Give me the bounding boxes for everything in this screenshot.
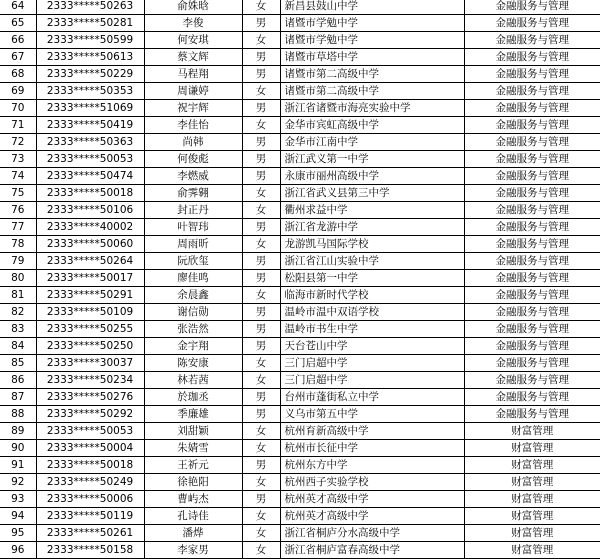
major-name-cell: 金融服务与管理	[464, 32, 600, 49]
school-name-cell: 浙江省桐庐分水高级中学	[280, 525, 464, 542]
exam-id-cell: 2333*****50106	[36, 202, 144, 219]
exam-id-cell: 2333*****50004	[36, 440, 144, 457]
row-number-cell: 96	[0, 542, 36, 559]
exam-id-cell: 2333*****50250	[36, 338, 144, 355]
student-name-cell: 尚韩	[144, 134, 242, 151]
row-number-cell: 65	[0, 15, 36, 32]
table-row	[0, 83, 600, 100]
gender-cell: 女	[242, 423, 280, 440]
exam-id-cell: 2333*****50599	[36, 32, 144, 49]
row-number-cell: 86	[0, 372, 36, 389]
exam-id-cell: 2333*****50291	[36, 287, 144, 304]
school-name-cell: 杭州市长征中学	[280, 440, 464, 457]
major-name-cell: 金融服务与管理	[464, 117, 600, 134]
school-name-cell: 台州市蓬街私立中学	[280, 389, 464, 406]
row-number-cell: 94	[0, 508, 36, 525]
row-number-cell: 88	[0, 406, 36, 423]
gender-cell: 男	[242, 406, 280, 423]
exam-id-cell: 2333*****50474	[36, 168, 144, 185]
student-name-cell: 季廉雄	[144, 406, 242, 423]
gender-cell: 女	[242, 185, 280, 202]
major-name-cell: 金融服务与管理	[464, 253, 600, 270]
table-row	[0, 406, 600, 423]
student-name-cell: 李佳怡	[144, 117, 242, 134]
gender-cell: 女	[242, 202, 280, 219]
exam-id-cell: 2333*****50053	[36, 151, 144, 168]
row-number-cell: 70	[0, 100, 36, 117]
gender-cell: 男	[242, 389, 280, 406]
major-name-cell: 金融服务与管理	[464, 49, 600, 66]
major-name-cell: 金融服务与管理	[464, 219, 600, 236]
row-number-cell: 71	[0, 117, 36, 134]
school-name-cell: 新昌县鼓山中学	[280, 0, 464, 15]
row-number-cell: 81	[0, 287, 36, 304]
school-name-cell: 金华市江南中学	[280, 134, 464, 151]
exam-id-cell: 2333*****50264	[36, 253, 144, 270]
table-row	[0, 355, 600, 372]
school-name-cell: 诸暨市草塔中学	[280, 49, 464, 66]
table-row	[0, 253, 600, 270]
table-row	[0, 15, 600, 32]
row-number-cell: 64	[0, 0, 36, 15]
gender-cell: 男	[242, 100, 280, 117]
student-name-cell: 张浩然	[144, 321, 242, 338]
student-name-cell: 封正丹	[144, 202, 242, 219]
student-name-cell: 陈安康	[144, 355, 242, 372]
student-name-cell: 李燃威	[144, 168, 242, 185]
major-name-cell: 金融服务与管理	[464, 100, 600, 117]
table-row	[0, 389, 600, 406]
table-row	[0, 423, 600, 440]
table-row	[0, 287, 600, 304]
gender-cell: 女	[242, 525, 280, 542]
exam-id-cell: 2333*****50613	[36, 49, 144, 66]
student-name-cell: 廖佳鸣	[144, 270, 242, 287]
row-number-cell: 72	[0, 134, 36, 151]
gender-cell: 男	[242, 321, 280, 338]
major-name-cell: 金融服务与管理	[464, 338, 600, 355]
major-name-cell: 金融服务与管理	[464, 202, 600, 219]
major-name-cell: 金融服务与管理	[464, 389, 600, 406]
student-name-cell: 祝宇辉	[144, 100, 242, 117]
major-name-cell: 财富管理	[464, 525, 600, 542]
gender-cell: 女	[242, 83, 280, 100]
major-name-cell: 金融服务与管理	[464, 15, 600, 32]
exam-id-cell: 2333*****50261	[36, 525, 144, 542]
table-row	[0, 321, 600, 338]
gender-cell: 女	[242, 236, 280, 253]
exam-id-cell: 2333*****50017	[36, 270, 144, 287]
gender-cell: 女	[242, 508, 280, 525]
school-name-cell: 杭州育新高级中学	[280, 423, 464, 440]
gender-cell: 男	[242, 253, 280, 270]
exam-id-cell: 2333*****51069	[36, 100, 144, 117]
school-name-cell: 松阳县第一中学	[280, 270, 464, 287]
major-name-cell: 金融服务与管理	[464, 304, 600, 321]
table-row	[0, 100, 600, 117]
table-row	[0, 0, 600, 15]
student-name-cell: 朱婧雪	[144, 440, 242, 457]
row-number-cell: 66	[0, 32, 36, 49]
major-name-cell: 金融服务与管理	[464, 168, 600, 185]
row-number-cell: 93	[0, 491, 36, 508]
row-number-cell: 87	[0, 389, 36, 406]
table-row	[0, 168, 600, 185]
gender-cell: 男	[242, 304, 280, 321]
school-name-cell: 诸暨市学勉中学	[280, 32, 464, 49]
exam-id-cell: 2333*****50006	[36, 491, 144, 508]
table-row	[0, 151, 600, 168]
student-name-cell: 谢信勋	[144, 304, 242, 321]
row-number-cell: 83	[0, 321, 36, 338]
student-name-cell: 曹屿杰	[144, 491, 242, 508]
school-name-cell: 龙游凯马国际学校	[280, 236, 464, 253]
school-name-cell: 浙江省桐庐富春高级中学	[280, 542, 464, 559]
exam-id-cell: 2333*****50119	[36, 508, 144, 525]
school-name-cell: 浙江武义第一中学	[280, 151, 464, 168]
school-name-cell: 温岭市书生中学	[280, 321, 464, 338]
school-name-cell: 义乌市第五中学	[280, 406, 464, 423]
gender-cell: 女	[242, 32, 280, 49]
row-number-cell: 76	[0, 202, 36, 219]
major-name-cell: 金融服务与管理	[464, 287, 600, 304]
gender-cell: 男	[242, 219, 280, 236]
exam-id-cell: 2333*****50419	[36, 117, 144, 134]
table-row	[0, 66, 600, 83]
row-number-cell: 91	[0, 457, 36, 474]
table-row	[0, 440, 600, 457]
row-number-cell: 68	[0, 66, 36, 83]
student-name-cell: 孔诗佳	[144, 508, 242, 525]
exam-id-cell: 2333*****50060	[36, 236, 144, 253]
school-name-cell: 三门启超中学	[280, 372, 464, 389]
student-name-cell: 徐艳阳	[144, 474, 242, 491]
school-name-cell: 杭州英才高级中学	[280, 508, 464, 525]
major-name-cell: 金融服务与管理	[464, 83, 600, 100]
table-row	[0, 32, 600, 49]
table-row	[0, 542, 600, 559]
gender-cell: 女	[242, 372, 280, 389]
major-name-cell: 金融服务与管理	[464, 151, 600, 168]
row-number-cell: 78	[0, 236, 36, 253]
gender-cell: 女	[242, 0, 280, 15]
major-name-cell: 财富管理	[464, 474, 600, 491]
exam-id-cell: 2333*****50255	[36, 321, 144, 338]
row-number-cell: 79	[0, 253, 36, 270]
table-row	[0, 304, 600, 321]
gender-cell: 男	[242, 457, 280, 474]
school-name-cell: 杭州西子实验学校	[280, 474, 464, 491]
table-row	[0, 457, 600, 474]
major-name-cell: 金融服务与管理	[464, 66, 600, 83]
major-name-cell: 财富管理	[464, 440, 600, 457]
exam-id-cell: 2333*****50018	[36, 185, 144, 202]
exam-id-cell: 2333*****50249	[36, 474, 144, 491]
school-name-cell: 金华市宾虹高级中学	[280, 117, 464, 134]
school-name-cell: 临海市新时代学校	[280, 287, 464, 304]
row-number-cell: 77	[0, 219, 36, 236]
gender-cell: 男	[242, 491, 280, 508]
student-name-cell: 叶智玮	[144, 219, 242, 236]
gender-cell: 男	[242, 168, 280, 185]
gender-cell: 女	[242, 355, 280, 372]
student-name-cell: 周谦婷	[144, 83, 242, 100]
gender-cell: 男	[242, 15, 280, 32]
major-name-cell: 金融服务与管理	[464, 355, 600, 372]
student-name-cell: 刘甜颖	[144, 423, 242, 440]
student-name-cell: 潘烨	[144, 525, 242, 542]
exam-id-cell: 2333*****50229	[36, 66, 144, 83]
school-name-cell: 诸暨市第二高级中学	[280, 66, 464, 83]
gender-cell: 女	[242, 287, 280, 304]
major-name-cell: 财富管理	[464, 542, 600, 559]
student-name-cell: 余晨鑫	[144, 287, 242, 304]
row-number-cell: 95	[0, 525, 36, 542]
school-name-cell: 杭州英才高级中学	[280, 491, 464, 508]
row-number-cell: 89	[0, 423, 36, 440]
table-row	[0, 49, 600, 66]
major-name-cell: 财富管理	[464, 491, 600, 508]
row-number-cell: 75	[0, 185, 36, 202]
table-row	[0, 525, 600, 542]
table-row	[0, 508, 600, 525]
table-row	[0, 270, 600, 287]
gender-cell: 女	[242, 474, 280, 491]
table-row	[0, 219, 600, 236]
school-name-cell: 三门启超中学	[280, 355, 464, 372]
row-number-cell: 84	[0, 338, 36, 355]
table-row	[0, 202, 600, 219]
student-name-cell: 俞霁翱	[144, 185, 242, 202]
gender-cell: 男	[242, 49, 280, 66]
school-name-cell: 浙江省诸暨市海亮实验中学	[280, 100, 464, 117]
school-name-cell: 永康市丽州高级中学	[280, 168, 464, 185]
row-number-cell: 67	[0, 49, 36, 66]
major-name-cell: 金融服务与管理	[464, 406, 600, 423]
row-number-cell: 90	[0, 440, 36, 457]
gender-cell: 男	[242, 338, 280, 355]
exam-id-cell: 2333*****50281	[36, 15, 144, 32]
student-name-cell: 周雨昕	[144, 236, 242, 253]
school-name-cell: 诸暨市学勉中学	[280, 15, 464, 32]
major-name-cell: 金融服务与管理	[464, 372, 600, 389]
school-name-cell: 浙江省龙游中学	[280, 219, 464, 236]
school-name-cell: 浙江省武义县第三中学	[280, 185, 464, 202]
table-row	[0, 185, 600, 202]
student-name-cell: 於珈丞	[144, 389, 242, 406]
row-number-cell: 85	[0, 355, 36, 372]
student-name-cell: 俞姝晗	[144, 0, 242, 15]
student-name-cell: 林若茜	[144, 372, 242, 389]
exam-id-cell: 2333*****50018	[36, 457, 144, 474]
gender-cell: 女	[242, 542, 280, 559]
table-row	[0, 372, 600, 389]
table-row	[0, 491, 600, 508]
student-name-cell: 王祈元	[144, 457, 242, 474]
school-name-cell: 杭州东方中学	[280, 457, 464, 474]
gender-cell: 男	[242, 270, 280, 287]
student-name-cell: 蔡文辉	[144, 49, 242, 66]
major-name-cell: 金融服务与管理	[464, 270, 600, 287]
table-row	[0, 236, 600, 253]
row-number-cell: 69	[0, 83, 36, 100]
table-row	[0, 134, 600, 151]
student-name-cell: 何安琪	[144, 32, 242, 49]
exam-id-cell: 2333*****50263	[36, 0, 144, 15]
row-number-cell: 92	[0, 474, 36, 491]
student-name-cell: 李家男	[144, 542, 242, 559]
gender-cell: 男	[242, 151, 280, 168]
gender-cell: 男	[242, 66, 280, 83]
school-name-cell: 温岭市温中双语学校	[280, 304, 464, 321]
table-row	[0, 474, 600, 491]
major-name-cell: 金融服务与管理	[464, 236, 600, 253]
school-name-cell: 诸暨市第二高级中学	[280, 83, 464, 100]
table-row	[0, 117, 600, 134]
student-name-cell: 何俊彪	[144, 151, 242, 168]
student-name-cell: 马程翔	[144, 66, 242, 83]
student-name-cell: 李俊	[144, 15, 242, 32]
school-name-cell: 衢州求益中学	[280, 202, 464, 219]
table-row	[0, 338, 600, 355]
major-name-cell: 金融服务与管理	[464, 0, 600, 15]
exam-id-cell: 2333*****40002	[36, 219, 144, 236]
school-name-cell: 浙江省江山实验中学	[280, 253, 464, 270]
exam-id-cell: 2333*****50234	[36, 372, 144, 389]
exam-id-cell: 2333*****50053	[36, 423, 144, 440]
major-name-cell: 财富管理	[464, 457, 600, 474]
exam-id-cell: 2333*****50158	[36, 542, 144, 559]
exam-id-cell: 2333*****30037	[36, 355, 144, 372]
row-number-cell: 80	[0, 270, 36, 287]
major-name-cell: 财富管理	[464, 423, 600, 440]
exam-id-cell: 2333*****50109	[36, 304, 144, 321]
major-name-cell: 金融服务与管理	[464, 321, 600, 338]
row-number-cell: 73	[0, 151, 36, 168]
exam-id-cell: 2333*****50276	[36, 389, 144, 406]
gender-cell: 女	[242, 117, 280, 134]
exam-id-cell: 2333*****50292	[36, 406, 144, 423]
major-name-cell: 金融服务与管理	[464, 134, 600, 151]
major-name-cell: 金融服务与管理	[464, 185, 600, 202]
school-name-cell: 天台苍山中学	[280, 338, 464, 355]
gender-cell: 女	[242, 440, 280, 457]
major-name-cell: 财富管理	[464, 508, 600, 525]
gender-cell: 男	[242, 134, 280, 151]
student-name-cell: 金宇翔	[144, 338, 242, 355]
exam-id-cell: 2333*****50353	[36, 83, 144, 100]
row-number-cell: 74	[0, 168, 36, 185]
exam-id-cell: 2333*****50363	[36, 134, 144, 151]
student-name-cell: 阮欣玺	[144, 253, 242, 270]
row-number-cell: 82	[0, 304, 36, 321]
